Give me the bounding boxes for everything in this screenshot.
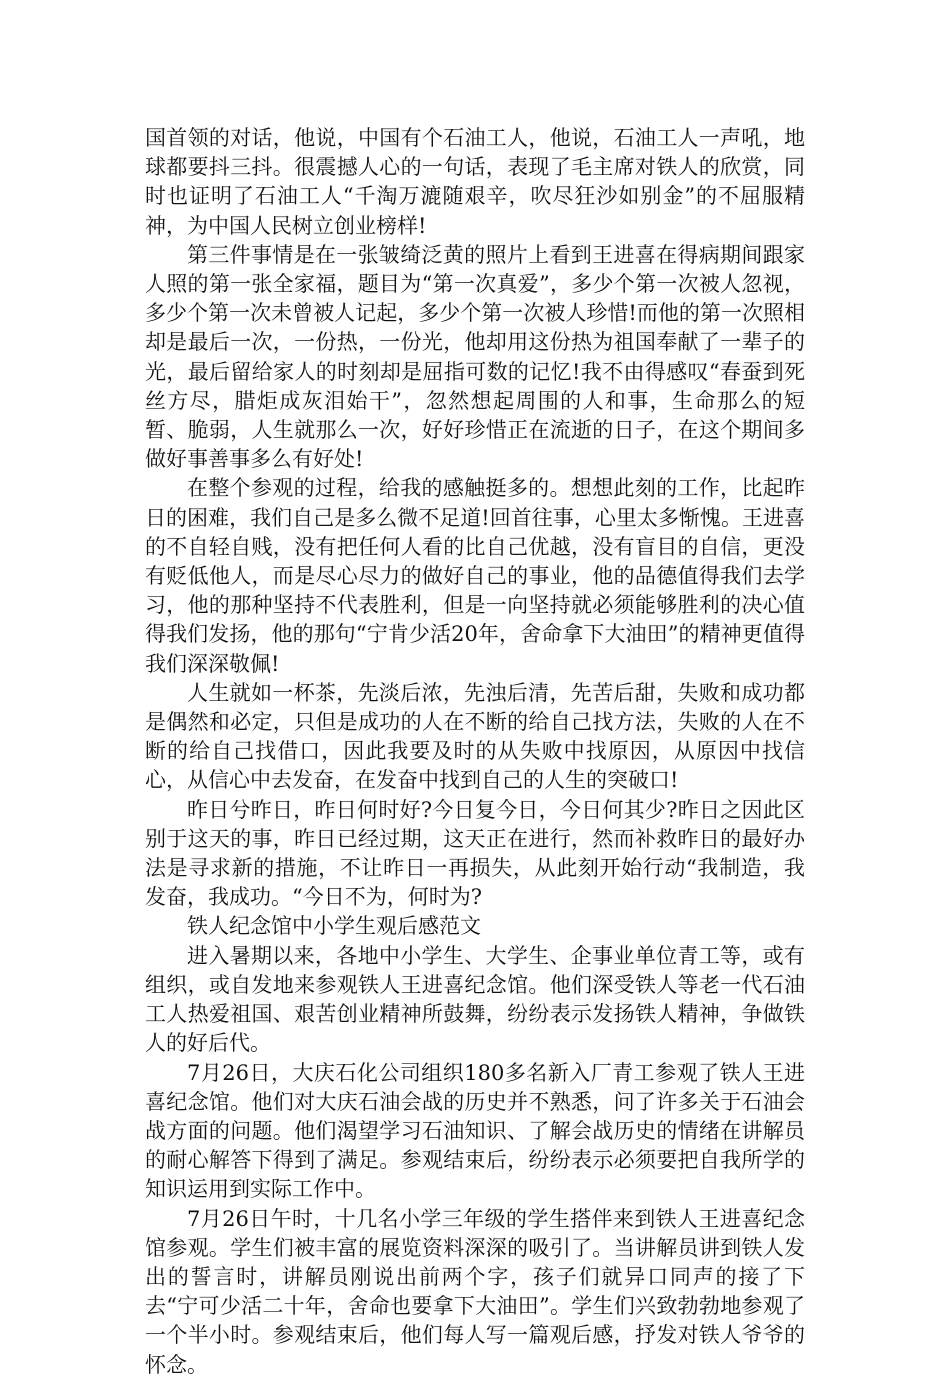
section-heading: 铁人纪念馆中小学生观后感范文 bbox=[187, 914, 481, 939]
paragraph-5: 昨日兮昨日，昨日何时好?今日复今日，今日何其少?昨日之因此区别于这天的事，昨日已经过期，这天正在进行，然而补救昨日的最好办法是寻求新的措施，不让昨日一再损失，从此刻开始行动“我制造，我发奋，我成功。“今日不为，何时为? bbox=[145, 797, 805, 910]
paragraph-8: 7月26日，大庆石化公司组织180多名新入厂青工参观了铁人王进喜纪念馆。他们对大庆石油会战的历史并不熟悉，问了许多关于石油会战方面的问题。他们渴望学习石油知识、了解会战历史的情绪在讲解员的耐心解答下得到了满足。参观结束后，纷纷表示必须要把自我所学的知识运用到实际工作中。 bbox=[145, 1060, 805, 1202]
paragraph-4: 人生就如一杯茶，先淡后浓，先浊后清，先苦后甜，失败和成功都是偶然和必定，只但是成功的人在不断的给自己找方法，失败的人在不断的给自己找借口，因此我要及时的从失败中找原因，从原因中找信心，从信心中去发奋，在发奋中找到自己的人生的突破口! bbox=[145, 680, 805, 793]
paragraph-2: 第三件事情是在一张皱绮泛黄的照片上看到王进喜在得病期间跟家人照的第一张全家福，题目为“第一次真爱”，多少个第一次被人忽视，多少个第一次未曾被人记起，多少个第一次被人珍惜!而他的第一次照相却是最后一次，一份热，一份光，他却用这份热为祖国奉献了一辈子的光，最后留给家人的时刻却是屈指可数的记忆!我不由得感叹“春蚕到死丝方尽，腊炬成灰泪始干”，忽然想起周围的人和事，生命那么的短暂、脆弱，人生就那么一次，好好珍惜正在流逝的日子，在这个期间多做好事善事多么有好处! bbox=[145, 242, 805, 472]
paragraph-9: 7月26日午时，十几名小学三年级的学生搭伴来到铁人王进喜纪念馆参观。学生们被丰富的展览资料深深的吸引了。当讲解员讲到铁人发出的誓言时，讲解员刚说出前两个字，孩子们就异口同声的接了下去“宁可少活二十年，舍命也要拿下大油田”。学生们兴致勃勃地参观了一个半小时。参观结束后，他们每人写一篇观后感，抒发对铁人爷爷的怀念。 bbox=[145, 1206, 805, 1377]
paragraph-7: 进入暑期以来，各地中小学生、大学生、企事业单位青工等，或有组织，或自发地来参观铁人王进喜纪念馆。他们深受铁人等老一代石油工人热爱祖国、艰苦创业精神所鼓舞，纷纷表示发扬铁人精神，争做铁人的好后代。 bbox=[145, 943, 805, 1056]
paragraph-1: 国首领的对话，他说，中国有个石油工人，他说，石油工人一声吼，地球都要抖三抖。很震撼人心的一句话，表现了毛主席对铁人的欣赏，同时也证明了石油工人“千淘万漉随艰辛，吹尽狂沙如别金”的不屈服精神，为中国人民树立创业榜样! bbox=[145, 126, 805, 238]
paragraph-3: 在整个参观的过程，给我的感触挺多的。想想此刻的工作，比起昨日的困难，我们自己是多么微不足道!回首往事，心里太多惭愧。王进喜的不自轻自贱，没有把任何人看的比自己优越，没有盲目的自信，更没有贬低他人，而是尽心尽力的做好自己的事业，他的品德值得我们去学习，他的那种坚持不代表胜利，但是一向坚持就必须能够胜利的决心值得我们发扬，他的那句“宁肯少活20年，舍命拿下大油田”的精神更值得我们深深敬佩! bbox=[145, 476, 805, 676]
document-page bbox=[145, 124, 805, 1380]
